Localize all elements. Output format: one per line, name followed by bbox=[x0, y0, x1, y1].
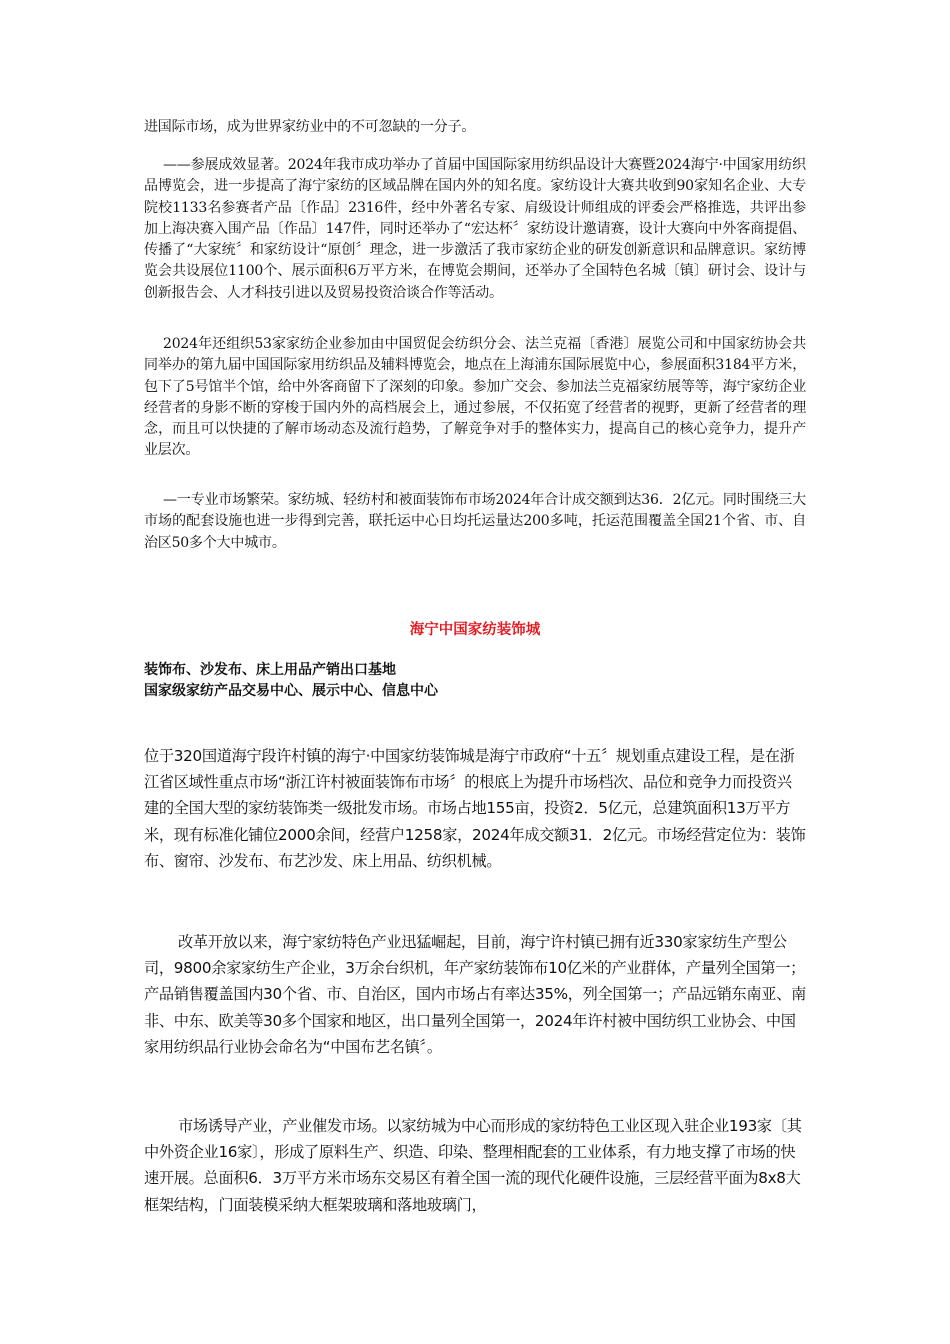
paragraph: 市场诱导产业，产业催发市场。以家纺城为中心而形成的家纺特色工业区现入驻企业193家〔其中外资企业16家〕，形成了原料生产、织造、印染、整理相配套的工业体系，有力地支撑了市场的快速开展。总面积6．3万平方米市场东交易区有着全国一流的现代化硬件设施，三层经营平面为8x8大框架结构，门面装模采纳大框架玻璃和落地玻璃门， bbox=[144, 1117, 802, 1214]
section2-industry bbox=[144, 929, 806, 1060]
section-title: 海宁中国家纺装饰城 bbox=[409, 622, 541, 638]
section1-exhibition bbox=[144, 155, 806, 304]
subheading-line-1: 装饰布、沙发布、床上用品产销出口基地 bbox=[144, 662, 396, 678]
section1-fair bbox=[144, 334, 806, 462]
section1-continuation bbox=[144, 117, 806, 138]
subheading bbox=[144, 660, 438, 702]
paragraph: —一专业市场繁荣。家纺城、轻纺村和被面装饰布市场2024年合计成交额到达36．2亿元。同时围绕三大市场的配套设施也进一步得到完善，联托运中心日均托运量达200多吨，托运范围覆盖全国21个省、市、自治区50多个大中城市。 bbox=[144, 492, 806, 551]
subheading-line-2: 国家级家纺产品交易中心、展示中心、信息中心 bbox=[144, 683, 438, 699]
paragraph: 2024年还组织53家家纺企业参加由中国贸促会纺织分会、法兰克福〔香港〕展览公司和中国家纺协会共同举办的第九届中国国际家用纺织品及辅料博览会，地点在上海浦东国际展览中心，参展面积3184平方米，包下了5号馆半个馆，给中外客商留下了深刻的印象。参加广交会、参加法兰克福家纺展等等，海宁家纺企业经营者的身影不断的穿梭于国内外的高档展会上，通过参展，不仅拓宽了经营者的视野，更新了经营者的理念，而且可以快捷的了解市场动态及流行趋势，了解竞争对手的整体实力，提高自己的核心竞争力，提升产业层次。 bbox=[144, 336, 806, 459]
section1-market bbox=[144, 490, 806, 554]
section2-intro bbox=[144, 743, 806, 874]
paragraph: 进国际市场，成为世界家纺业中的不可忽缺的一分子。 bbox=[144, 119, 476, 135]
paragraph: ——参展成效显著。2024年我市成功举办了首届中国国际家用纺织品设计大赛暨2024海宁·中国家用纺织品博览会，进一步提高了海宁家纺的区域品牌在国内外的知名度。家纺设计大赛共收到90家知名企业、大专院校1133名参赛者产品〔作品〕2316件，经中外著名专家、肩级设计师组成的评委会严格推选，共评出参加上海决赛入围产品〔作品〕147件，同时还举办了“宏达杯〞家纺设计邀请赛，设计大赛向中外客商提倡、传播了“大家统〞和家纺设计“原创〞理念，进一步激活了我市家纺企业的研发创新意识和品牌意识。家纺博览会共设展位1100个、展示面积6万平方米，在博览会期间，还举办了全国特色名城〔镇〕研讨会、设计与创新报告会、人才科技引进以及贸易投资洽谈合作等活动。 bbox=[144, 157, 806, 301]
paragraph: 位于320国道海宁段许村镇的海宁·中国家纺装饰城是海宁市政府“十五〞规划重点建设工程，是在浙江省区域性重点市场“浙江许村被面装饰布市场〞的根底上为提升市场档次、品位和竞争力而投资兴建的全国大型的家纺装饰类一级批发市场。市场占地155亩，投资2．5亿元，总建筑面积13万平方米，现有标准化铺位2000余间，经营户1258家，2024年成交额31．2亿元。市场经营定位为：装饰布、窗帘、沙发布、布艺沙发、床上用品、纺织机械。 bbox=[144, 747, 806, 870]
paragraph: 改革开放以来，海宁家纺特色产业迅猛崛起，目前，海宁许村镇已拥有近330家家纺生产型公司，9800余家家纺生产企业，3万余台织机，年产家纺装饰布10亿米的产业群体，产量列全国第一；产品销售覆盖国内30个省、市、自治区，国内市场占有率达35%，列全国第一；产品远销东南亚、南非、中东、欧美等30多个国家和地区，出口量列全国第一，2024年许村被中国纺织工业协会、中国家用纺织品行业协会命名为“中国布艺名镇〞。 bbox=[144, 933, 806, 1056]
section2-facilities bbox=[144, 1113, 806, 1218]
